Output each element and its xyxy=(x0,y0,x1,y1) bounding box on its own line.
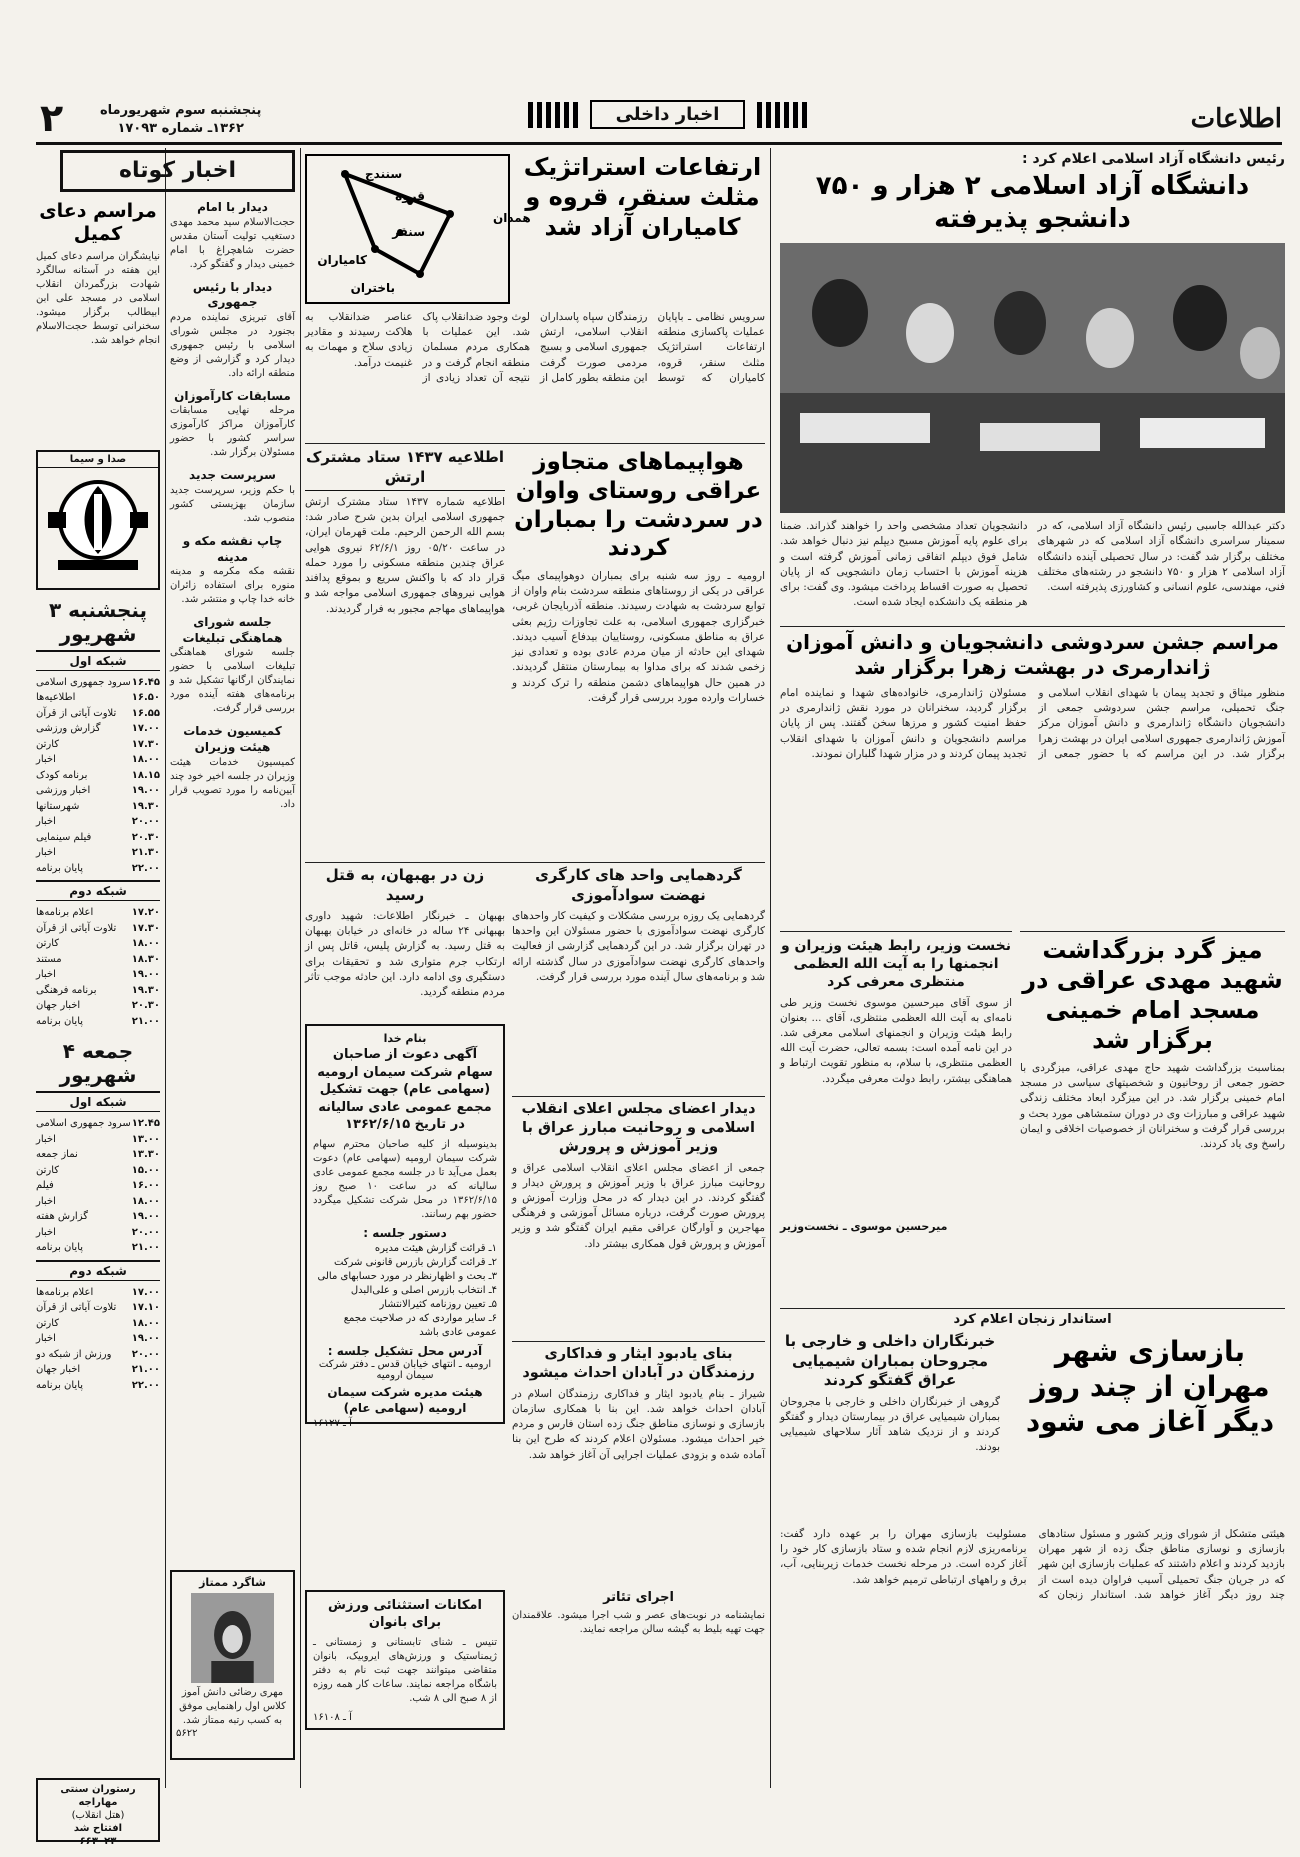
schedule-time: ۲۰.۰۰ xyxy=(131,1226,160,1238)
schedule-program: مستند xyxy=(36,953,62,965)
ad-body: بدینوسیله از کلیه صاحبان محترم سهام شرکت سیمان ارومیه (سهامی عام) دعوت بعمل می‌آید تا در جلسه مجمع عمومی عادی سالیانه که در ساعت ۱۰ صبح روز ۱۳۶۲/۶/۱۵ در محل شرکت تشکیل میگردد حضور بهم رسانند. xyxy=(313,1139,498,1221)
ad-title: آگهی دعوت از صاحبان سهام شرکت سیمان ارومیه (سهامی عام) جهت تشکیل مجمع عمومی عادی سالیانه در تاریخ ۱۳۶۲/۶/۱۵ xyxy=(317,1047,493,1133)
schedule-row xyxy=(36,1347,160,1363)
article-body: بهبهان ـ خبرنگار اطلاعات: شهید داوری بهبهانی ۲۴ ساله در خانه‌ای در خیابان بهبهان به قتل رسید. به گزارش پلیس، قاتل پس از ارتکاب جرم متواری شد و تحقیقات برای دستگیری وی ادامه دارد. این حادثه موجب تأثر مردم منطقه گردید. xyxy=(305,910,506,999)
schedule-program: فیلم سینمایی xyxy=(36,831,92,843)
article-headline: مراسم جشن سردوشی دانشجویان و دانش آموزان ژاندارمری در بهشت زهرا برگزار شد xyxy=(786,630,1279,679)
article-body: بمناسبت بزرگداشت شهید حاج مهدی عراقی، میزگردی با حضور جمعی از روحانیون و شخصیتهای سیاسی در مسجد امام خمینی برگزار شد. در این میزگرد ابعاد مختلف زندگی شهید عراقی و مبارزات وی در دوران ستمشاهی مورد بحث و بررسی قرار گرفت و سخنرانان از خصوصیات اخلاقی و ایمان راسخ وی یاد کردند. xyxy=(1020,1062,1285,1151)
schedule-row xyxy=(36,921,160,937)
schedule-program: شهرستانها xyxy=(36,800,80,812)
ad-footer: هیئت مدیره شرکت سیمان ارومیه (سهامی عام) xyxy=(327,1385,483,1415)
map-label: قروه xyxy=(395,189,425,203)
article-headline: بازسازی شهر مهران از چند روز دیگر آغاز می شود xyxy=(1025,1335,1275,1438)
ad-agenda xyxy=(313,1242,497,1340)
schedule-time: ۲۰.۰۰ xyxy=(131,1348,160,1360)
schedule-time: ۲۰.۳۰ xyxy=(131,831,160,843)
article-eraghi-roundtable xyxy=(1020,935,1285,1305)
emblem-label: صدا و سیما xyxy=(38,452,158,468)
student-portrait xyxy=(191,1593,274,1683)
agenda-item: ۱ـ قرائت گزارش هیئت مدیره xyxy=(374,1242,497,1254)
schedule-program: اخبار جهان xyxy=(36,1000,81,1012)
news-item-body: حجت‌الاسلام سید محمد مهدی دستغیب تولیت آستان مقدس حضرت شاهچراغ با امام خمینی دیدار و گفتگو کرد. xyxy=(170,216,295,270)
schedule-time: ۱۹.۳۰ xyxy=(131,984,160,996)
date-line2: ۱۳۶۲ـ شماره ۱۷۰۹۳ xyxy=(117,120,244,136)
schedule-time: ۱۸.۱۵ xyxy=(131,769,160,781)
article-body: گردهمایی یک روزه بررسی مشکلات و کیفیت کار واحدهای کارگری نهضت سوادآموزی با حضور مسئولان این واحدها در تهران برگزار شد. در این گردهمایی گزارشی از فعالیت واحدهای کارگری نهضت سوادآموزی در سال گذشته ارائه شد و برنامه‌های سال آینده مورد بررسی قرار گرفت. xyxy=(512,910,765,983)
section-rule xyxy=(305,443,765,444)
date-block xyxy=(100,102,261,137)
schedule-row xyxy=(36,1285,160,1301)
schedule-time: ۱۶.۴۵ xyxy=(131,676,160,688)
schedule-program: اخبار جهان xyxy=(36,1364,81,1376)
ad-agenda-title: دستور جلسه : xyxy=(363,1226,447,1241)
article-azad-university xyxy=(780,150,1285,622)
schedule-program: گزارش ورزشی xyxy=(36,723,101,735)
schedule-program: اخبار xyxy=(36,1226,56,1238)
schedule-row xyxy=(36,1147,160,1163)
schedule-row xyxy=(36,721,160,737)
page-number: ۲ xyxy=(40,96,64,140)
schedule-time: ۱۷.۰۰ xyxy=(131,1286,160,1298)
schedule-row xyxy=(36,1116,160,1132)
schedule-time: ۱۶.۰۰ xyxy=(131,1180,160,1192)
schedule-time: ۱۸.۰۰ xyxy=(131,1317,160,1329)
ad-women-sports xyxy=(305,1590,505,1730)
channel-title: شبکه دوم xyxy=(36,880,160,901)
schedule-row xyxy=(36,752,160,768)
schedule-row xyxy=(36,783,160,799)
schedule-time: ۱۵.۰۰ xyxy=(131,1164,160,1176)
tv-schedule xyxy=(36,905,160,1029)
news-item xyxy=(170,534,295,607)
map-label: سنقر xyxy=(392,225,425,239)
schedule-time: ۱۶.۵۵ xyxy=(131,707,160,719)
schedule-program: کارتن xyxy=(36,738,60,750)
masthead-logo: اطلاعات xyxy=(1190,104,1282,134)
news-item-title: دیدار با امام xyxy=(197,200,268,214)
schedule-row xyxy=(36,1194,160,1210)
article-body: منظور میثاق و تجدید پیمان با شهدای انقلاب اسلامی و جنگ تحمیلی، مراسم جشن سردوشی جمعی از دانشجویان دانشگاه ژاندارمری و دانش آموزان مرکز آموزش ژاندارمری جمهوری اسلامی ایران در بهشت زهرا برگزار شد. در این مراسم که با حضور جمعی از مسئولان ژاندارمری، خانواده‌های شهدا و نماینده امام برگزار گردید، سخنرانان در مورد نقش ژاندارمری در حفظ امنیت کشور و مرزها سخن گفتند. پس از پایان مراسم دانشجویان و دانش آموزان با شهدای انقلاب تجدید پیمان کردند و در مزار شهدا گلباران نمودند. xyxy=(780,687,1285,760)
schedule-row xyxy=(36,967,160,983)
article-army-statement xyxy=(305,448,505,858)
schedule-program: برنامه کودک xyxy=(36,769,88,781)
schedule-row xyxy=(36,1209,160,1225)
article-body: هیئتی متشکل از شورای وزیر کشور و مسئول ستادهای بازسازی و نوسازی مناطق جنگ زده از شهر مهران بازدید کردند و اعلام داشتند که عملیات بازسازی این شهر که در جریان جنگ تحمیلی آسیب فراوان دیده است از چند روز دیگر آغاز خواهد شد. استاندار زنجان که مسئولیت بازسازی مهران را بر عهده دارد گفت: برنامه‌ریزی لازم انجام شده و ستاد بازسازی کار خود را آغاز کرده است. در مرحله نخست خدمات زیربنایی، آب، برق و راههای ارتباطی ترمیم خواهد شد. xyxy=(780,1528,1285,1601)
schedule-program: اطلاعیه‌ها xyxy=(36,692,76,704)
schedule-time: ۲۲.۰۰ xyxy=(131,862,160,874)
article-literacy-workers xyxy=(512,866,765,1096)
schedule-program: گزارش هفته xyxy=(36,1211,88,1223)
schedule-program: ورزش از شبکه دو xyxy=(36,1348,112,1360)
agenda-item: ۲ـ قرائت گزارش بازرس قانونی شرکت xyxy=(333,1256,497,1268)
column-rule xyxy=(300,148,301,1788)
section-title: اخبار داخلی xyxy=(590,100,746,129)
news-item-title: کمیسیون خدمات هیئت وزیران xyxy=(183,724,282,754)
schedule-time: ۱۹.۳۰ xyxy=(131,800,160,812)
schedule-row xyxy=(36,1331,160,1347)
schedule-row xyxy=(36,1300,160,1316)
schedule-time: ۱۷.۱۰ xyxy=(131,1302,160,1314)
schedule-row xyxy=(36,1240,160,1256)
schedule-row xyxy=(36,998,160,1014)
section-bar xyxy=(490,100,845,136)
schedule-program: تلاوت آیاتی از قرآن xyxy=(36,922,117,934)
schedule-row xyxy=(36,1316,160,1332)
tv-day-title: جمعه ۴ شهریور xyxy=(59,1039,137,1088)
news-item xyxy=(170,389,295,461)
article-headline: ارتفاعات استراتژیک مثلث سنقر، قروه و کامیاران آزاد شد xyxy=(523,153,762,241)
schedule-row xyxy=(36,845,160,861)
schedule-program: اخبار xyxy=(36,969,56,981)
ad-theater xyxy=(512,1590,765,1680)
agenda-item: ۴ـ انتخاب بازرس اصلی و علی‌البدل xyxy=(350,1284,497,1296)
news-item xyxy=(170,615,295,716)
ad-bismillah: بنام خدا xyxy=(383,1032,427,1045)
schedule-time: ۱۸.۰۰ xyxy=(131,754,160,766)
schedule-program: فیلم xyxy=(36,1180,54,1192)
schedule-program: اخبار xyxy=(36,1333,56,1345)
news-item-body: آقای تبریزی نماینده مردم بجنورد در مجلس شورای اسلامی با رئیس جمهوری دیدار کرد و گزارشی از وضع منطقه ارائه داد. xyxy=(170,311,295,379)
schedule-program: پایان برنامه xyxy=(36,1015,84,1027)
article-headline: دانشگاه آزاد اسلامی ۲ هزار و ۷۵۰ دانشجو پذیرفته xyxy=(815,171,1250,234)
schedule-row xyxy=(36,737,160,753)
schedule-row xyxy=(36,799,160,815)
news-item xyxy=(36,200,160,440)
short-news-header xyxy=(60,150,295,192)
article-body: از سوی آقای میرحسین موسوی نخست وزیر طی نامه‌ای به آیت الله العظمی منتظری، آقای ... بعنوان رابط هیئت وزیران و انجمنهای اسلامی معرفی شد. در این نامه آمده است: بسمه تعالی، حضرت آیت الله العظمی منتظری، با سلام، به منظور تقویت ارتباط و هماهنگی بیشتر، رابط دولت معرفی میگردد. xyxy=(780,996,1012,1085)
agenda-item: ۳ـ بحث و اظهارنظر در مورد حسابهای مالی xyxy=(317,1270,497,1282)
masthead xyxy=(0,0,1300,150)
tv-schedule xyxy=(36,675,160,877)
news-item-title: دیدار با رئیس جمهوری xyxy=(192,279,273,310)
news-item-body: با حکم وزیر، سرپرست جدید سازمان بهزیستی کشور منصوب شد. xyxy=(170,484,295,524)
short-news-title: اخبار کوتاه xyxy=(118,158,237,183)
news-item-body: مرحله نهایی مسابقات کارآموزان مراکز کارآموزی سراسر کشور با حضور مسئولان برگزار شد. xyxy=(170,405,295,459)
schedule-time: ۱۸.۰۰ xyxy=(131,938,160,950)
ad-body: مهری رضائی دانش آموز کلاس اول راهنمایی موفق به کسب رتبه ممتاز شد. xyxy=(179,1687,286,1727)
schedule-row xyxy=(36,1132,160,1148)
schedule-program: اعلام برنامه‌ها xyxy=(36,907,94,919)
news-item-body: نیایشگران مراسم دعای کمیل این هفته در آستانه سالگرد شهادت بزرگمردان انقلاب اسلامی در مسجد علی ابن ابیطالب برگزار میشود. سخنرانی توسط حجت‌الاسلام انجام خواهد شد. xyxy=(36,250,160,346)
ad-body: تنیس ـ شنای تابستانی و زمستانی ـ ژیمناستیک و ورزش‌های ایروبیک، بانوان متقاضی میتوانند جهت ثبت نام به دفتر باشگاه مراجعه نمایند. ساعات کار همه روزه از ۸ صبح الی ۸ شب. xyxy=(313,1636,497,1704)
news-item-title: چاپ نقشه مکه و مدینه xyxy=(182,533,283,564)
ad-title: اجرای تئاتر xyxy=(603,1590,674,1605)
news-item xyxy=(170,200,295,272)
ad-address: ارومیه ـ انتهای خیابان قدس ـ دفتر شرکت سیمان ارومیه xyxy=(318,1359,492,1382)
schedule-program: پایان برنامه xyxy=(36,1242,84,1254)
schedule-row xyxy=(36,905,160,921)
article-body-left: دانشجویان تعداد مشخصی واحد را خواهند گذراند. ضمنا برای علوم پایه آموزش مسیح دیپلم نیز دنبال خواهد شد. شامل فوق دیپلم اتفاقی زمانی آموزش گرفته است و هزینه آموزش با احتساب زمان دانشجویی که از پایان تحصیل به صورت اقساط پرداخت میشود. وی گفت: برای هر منطقه یک دانشکده ایجاد شده است. xyxy=(780,520,1028,609)
ad-maharaja-restaurant xyxy=(36,1778,160,1847)
schedule-time: ۱۳.۳۰ xyxy=(131,1149,160,1161)
schedule-row xyxy=(36,1178,160,1194)
schedule-program: کارتن xyxy=(36,938,60,950)
article-title: اطلاعیه ۱۴۳۷ ستاد مشترک ارتش xyxy=(305,448,505,491)
tv-day-title: پنجشنبه ۳ شهریور xyxy=(48,597,148,646)
article-signature: میرحسین موسوی ـ نخست‌وزیر xyxy=(780,1219,948,1233)
schedule-program: نماز جمعه xyxy=(36,1149,78,1161)
ad-line: رستوران سنتی مهاراجه xyxy=(60,1784,136,1808)
article-headline: هواپیماهای متجاوز عراقی روستای واوان در سردشت را بمباران کردند xyxy=(514,449,763,562)
news-item-body: جلسه شورای هماهنگی تبلیغات اسلامی با حضور نمایندگان ارگانها تشکیل شد و برنامه‌های هفته آینده مورد بررسی قرار گرفت. xyxy=(170,647,295,715)
article-body: جمعی از اعضای مجلس اعلای انقلاب اسلامی عراق و روحانیت مبارز عراق با وزیر آموزش و پرورش دیدار و گفتگو کردند. در این دیدار که در محل وزارت آموزش و پرورش صورت گرفت، درباره مسائل آموزشی و فرهنگی مهاجرین و آوارگان عراقی مقیم ایران گفتگو شد و وزیر آموزش و پرورش قول همکاری بیشتر داد. xyxy=(512,1161,765,1250)
schedule-program: اخبار xyxy=(36,816,56,828)
article-journalists-chemical xyxy=(780,1332,1000,1532)
schedule-program: اخبار xyxy=(36,754,56,766)
article-body: اطلاعیه شماره ۱۴۳۷ ستاد مشترک ارتش جمهوری اسلامی ایران بدین شرح صادر شد: بسم الله الرحمن الرحیم. ملت قهرمان ایران، در ساعت ۰۵/۲۰ روز ۶۲/۶/۱ نیروی هوایی عراق چندین منطقه مسکونی را مورد حمله قرار داد که با واکنش سریع و بموقع پدافند هوایی نیروهای جمهوری اسلامی مواجه شد و هواپیماهای مهاجم مجبور به فرار گردیدند. xyxy=(305,496,506,615)
news-item-body: کمیسیون خدمات هیئت وزیران در جلسه اخیر خود چند آیین‌نامه را مورد تصویب قرار داد. xyxy=(170,756,295,810)
schedule-time: ۱۹.۰۰ xyxy=(131,1333,160,1345)
article-body: ارومیه ـ روز سه شنبه برای بمباران دوهواپیمای میگ عراقی در یکی از روستاهای منطقه سردشت بنام واوان از توابع سردشت به شهادت رسیدند. منطقه آذربایجان غربی، خبرگزاری جمهوری اسلامی، به علت تجاوزات رژیم بعثی عراق به مناطق مسکونی، روستاییان بیدفاع آسیب دیدند. شهدای این حادثه از میان مردم عادی بوده و تعدادی نیز زخمی شدند که برای مداوا به بیمارستان منتقل گردیدند. در همین حال هواپیماهای دشمن منطقه را ترک کردند و خسارات وارده مورد بررسی قرار گرفت. xyxy=(512,570,765,704)
tv-schedule xyxy=(36,1116,160,1256)
map-label: سنندج xyxy=(365,167,403,181)
schedule-row xyxy=(36,690,160,706)
schedule-program: پایان برنامه xyxy=(36,1379,84,1391)
tv-schedule xyxy=(36,1285,160,1394)
article-behbahan xyxy=(305,866,505,1016)
article-abadan-memorial xyxy=(512,1345,765,1580)
schedule-row xyxy=(36,830,160,846)
schedule-time: ۱۹.۰۰ xyxy=(131,969,160,981)
article-gendarmerie-ceremony xyxy=(780,630,1285,930)
news-item xyxy=(170,724,295,811)
ad-code: آ ـ ۱۶۱۲۷ xyxy=(313,1418,352,1430)
schedule-time: ۲۱.۰۰ xyxy=(131,1364,160,1376)
news-item-body: نقشه مکه مکرمه و مدینه منوره برای استفاده زائران خانه خدا چاپ و منتشر شد. xyxy=(170,566,295,606)
schedule-program: اخبار xyxy=(36,1133,56,1145)
date-line1: پنجشنبه سوم شهریورماه xyxy=(100,103,262,118)
schedule-program: اخبار ورزشی xyxy=(36,785,91,797)
schedule-time: ۱۹.۰۰ xyxy=(131,1211,160,1223)
ad-phone: ۶۶۳۰۲۳ xyxy=(79,1836,117,1847)
schedule-row xyxy=(36,1014,160,1030)
schedule-program: اعلام برنامه‌ها xyxy=(36,1286,94,1298)
schedule-program: اخبار xyxy=(36,847,56,859)
article-kicker: استاندار زنجان اعلام کرد xyxy=(953,1312,1112,1327)
schedule-row xyxy=(36,706,160,722)
masthead-rule xyxy=(36,142,1282,145)
article-headline: خبرنگاران داخلی و خارجی با مجروحان بمباران شیمیایی عراق گفتگو کردند xyxy=(784,1332,996,1389)
ad-code: آ ـ ۱۶۱۰۸ xyxy=(313,1711,352,1723)
article-body: شیراز ـ بنام یادبود ایثار و فداکاری رزمندگان اسلام در آبادان احداث خواهد شد. این بنا با همکاری سازمان بازسازی و نوسازی مناطق جنگ زده استان فارس و مردم خیر احداث میشود. مسئولان اعلام کردند که طرح این بنا آماده شده و بزودی عملیات اجرایی آن آغاز خواهد شد. xyxy=(512,1387,765,1461)
schedule-row xyxy=(36,768,160,784)
news-item xyxy=(170,468,295,526)
schedule-time: ۱۷.۰۰ xyxy=(131,723,160,735)
channel-title: شبکه اول xyxy=(36,650,160,671)
article-body-right: دکتر عبدالله جاسبی رئیس دانشگاه آزاد اسلامی، که در سمینار سراسری دانشگاه آزاد اسلامی که در شهرهای مختلف برگزار شد گفت: در سال تحصیلی آینده دانشگاه آزاد اسلامی ۲ هزار و ۷۵۰ دانشجو در رشته‌های مختلف فنی، مهندسی، علوم انسانی و کشاورزی پذیرفته است. xyxy=(1037,520,1286,594)
ad-top-student xyxy=(170,1570,295,1760)
ad-code: ۵۶۲۲ xyxy=(176,1728,198,1740)
schedule-program: کارتن xyxy=(36,1164,60,1176)
news-item-title: مراسم دعای کمیل xyxy=(39,200,157,245)
front-map xyxy=(305,154,531,304)
article-headline: گردهمایی واحد های کارگری نهضت سوادآموزی xyxy=(535,866,742,904)
schedule-row xyxy=(36,952,160,968)
article-iraqi-council xyxy=(512,1100,765,1340)
map-label: کامیاران xyxy=(317,253,367,267)
schedule-program: پایان برنامه xyxy=(36,862,84,874)
schedule-time: ۱۸.۰۰ xyxy=(131,1195,160,1207)
map-label: باختران xyxy=(350,281,395,295)
schedule-program: سرود جمهوری اسلامی xyxy=(36,1118,131,1130)
schedule-time: ۱۲.۴۵ xyxy=(131,1118,160,1130)
article-headline: میز گرد بزرگداشت شهید مهدی عراقی در مسجد امام خمینی برگزار شد xyxy=(1022,936,1283,1054)
schedule-time: ۱۷.۳۰ xyxy=(131,922,160,934)
schedule-row xyxy=(36,861,160,877)
article-mehran-reconstruction xyxy=(780,1312,1285,1752)
ad-title: شاگرد ممتاز xyxy=(199,1576,266,1589)
schedule-time: ۱۷.۳۰ xyxy=(131,738,160,750)
ad-line: (هتل انقلاب) xyxy=(71,1810,125,1821)
irib-emblem xyxy=(36,450,160,590)
schedule-row xyxy=(36,1362,160,1378)
schedule-program: تلاوت آیاتی از قرآن xyxy=(36,707,117,719)
schedule-program: برنامه فرهنگی xyxy=(36,984,97,996)
ad-body: نمایشنامه در نوبت‌های عصر و شب اجرا میشود. علاقمندان جهت تهیه بلیط به گیشه سالن مراجعه نمایند. xyxy=(512,1609,765,1635)
schedule-program: اخبار xyxy=(36,1195,56,1207)
schedule-row xyxy=(36,983,160,999)
schedule-row xyxy=(36,675,160,691)
ad-title: امکانات استثنائی ورزش برای بانوان xyxy=(328,1598,482,1630)
schedule-time: ۲۲.۰۰ xyxy=(131,1379,160,1391)
news-item-title: سرپرست جدید xyxy=(189,468,276,483)
article-pm-liaison xyxy=(780,935,1012,1305)
schedule-row xyxy=(36,936,160,952)
article-headline: دیدار اعضای مجلس اعلای انقلاب اسلامی و روحانیت مبارز عراق با وزیر آموزش و پرورش xyxy=(521,1101,756,1155)
column-rule xyxy=(165,148,166,1788)
schedule-row xyxy=(36,1225,160,1241)
schedule-time: ۲۱.۰۰ xyxy=(131,1242,160,1254)
section-rule xyxy=(305,862,765,863)
agenda-item: ۶ـ سایر مواردی که در صلاحیت مجمع عمومی عادی باشد xyxy=(343,1312,497,1338)
article-liberated-heights xyxy=(305,150,765,440)
left-column xyxy=(36,200,160,1770)
news-item xyxy=(170,280,295,381)
map-label: همدان xyxy=(493,211,531,225)
schedule-time: ۱۸.۳۰ xyxy=(131,953,160,965)
schedule-time: ۱۹.۰۰ xyxy=(131,785,160,797)
schedule-row xyxy=(36,814,160,830)
news-item-title: جلسه شورای هماهنگی تبلیغات xyxy=(182,615,283,645)
schedule-time: ۲۰.۳۰ xyxy=(131,1000,160,1012)
schedule-time: ۲۱.۰۰ xyxy=(131,1015,160,1027)
article-body: سرویس نظامی ـ باپایان عملیات پاکسازی منطقه ارتفاعات استراتژیک مثلث سنقر، قروه، کامیاران که توسط رزمندگان سپاه پاسداران انقلاب اسلامی، ارتش جمهوری اسلامی و بسیج مردمی صورت گرفت این منطقه بطور کامل از لوث وجود ضدانقلاب پاک شد. این عملیات با همکاری مردم مسلمان منطقه انجام گرفت و در نتیجه آن تعداد زیادی از عناصر ضدانقلاب به هلاکت رسیدند و مقادیر زیادی سلاح و مهمات به غنیمت درآمد. xyxy=(305,311,765,384)
students-photo xyxy=(780,243,1285,513)
ad-line: افتتاح شد xyxy=(73,1823,123,1834)
schedule-time: ۲۱.۳۰ xyxy=(131,847,160,859)
channel-title: شبکه دوم xyxy=(36,1260,160,1281)
schedule-row xyxy=(36,1163,160,1179)
article-headline: نخست وزیر، رابط هیئت وزیران و انجمنها را به آیت الله العظمی منتظری معرفی کرد xyxy=(780,938,1012,991)
article-headline: بنای یادبود ایثار و فداکاری رزمندگان در آبادان احداث میشود xyxy=(522,1346,755,1381)
schedule-program: سرود جمهوری اسلامی xyxy=(36,676,131,688)
ad-urmia-cement xyxy=(305,1024,505,1430)
ad-address-title: آدرس محل تشکیل جلسه : xyxy=(327,1343,483,1358)
article-vavan-bombing xyxy=(512,448,765,858)
news-item-title: مسابقات کارآموزان xyxy=(174,388,291,403)
channel-title: شبکه اول xyxy=(36,1091,160,1112)
schedule-time: ۲۰.۰۰ xyxy=(131,816,160,828)
schedule-program: کارتن xyxy=(36,1317,60,1329)
article-kicker: رئیس دانشگاه آزاد اسلامی اعلام کرد : xyxy=(1022,151,1285,167)
schedule-time: ۱۶.۵۰ xyxy=(131,692,160,704)
agenda-item: ۵ـ تعیین روزنامه کثیرالانتشار xyxy=(379,1298,497,1310)
schedule-time: ۱۷.۲۰ xyxy=(131,907,160,919)
article-headline: زن در بهبهان، به قتل رسید xyxy=(325,866,485,904)
article-body: گروهی از خبرنگاران داخلی و خارجی با مجروحان بمباران شیمیایی عراق در بیمارستان دیدار و گفتگو کردند و از نزدیک شاهد آثار سلاحهای شیمیایی بودند. xyxy=(780,1395,1000,1454)
schedule-time: ۱۳.۰۰ xyxy=(131,1133,160,1145)
column-rule xyxy=(770,148,771,1788)
schedule-program: تلاوت آیاتی از قرآن xyxy=(36,1302,117,1314)
schedule-row xyxy=(36,1378,160,1394)
